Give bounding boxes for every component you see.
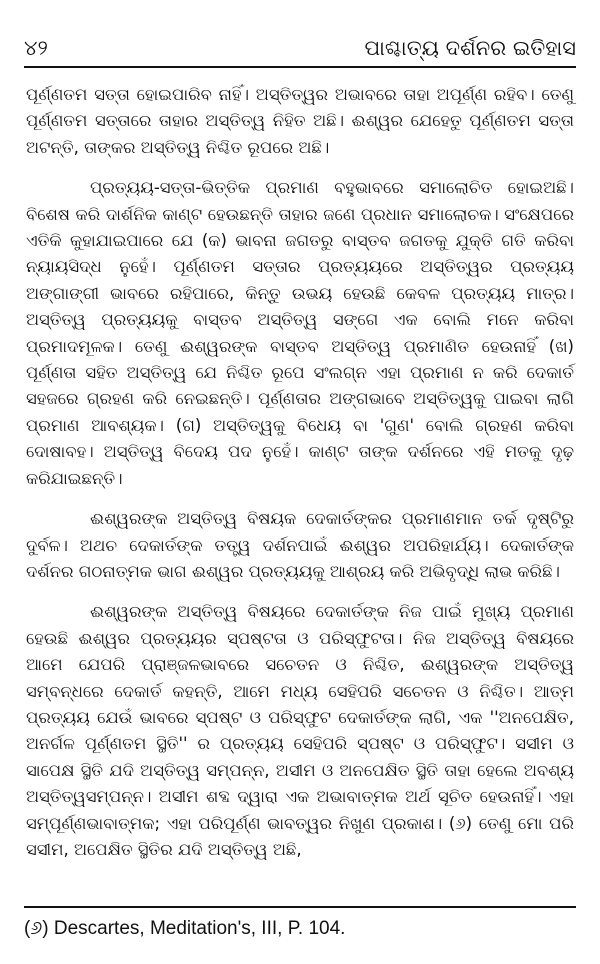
footnote-divider (24, 906, 576, 908)
paragraph-2: ପ୍ରତ୍ୟୟ-ସତ୍ତା-ଭିତ୍ତିକ ପ୍ରମାଣ ବହୁଭାବରେ ସମାଲୋଚିତ ହୋଇଅଛି। ବିଶେଷ କରି ଦାର୍ଶନିକ କାଣ୍ଟ ହେଉଛନ୍ତି ତାହାର ଜଣେ ପ୍ରଧାନ ସମାଲୋଚକ। ସଂକ୍ଷେପରେ ଏତିକି କୁହାଯାଇପାରେ ଯେ (କ) ଭାବନା ଜଗତରୁ ବାସ୍ତବ ଜଗତକୁ ଯୁକ୍ତି ଗତି କରିବା ନ୍ୟାୟସିଦ୍ଧ ନୁହେଁ। ପୂର୍ଣ୍ଣତମ ସତ୍ତାର ପ୍ରତ୍ୟୟରେ ଅସ୍ତିତ୍ୱର ପ୍ରତ୍ୟୟ ଅଙ୍ଗାଙ୍ଗୀ ଭାବରେ ରହିପାରେ, କିନ୍ତୁ ଉଭୟ ହେଉଛି କେବଳ ପ୍ରତ୍ୟୟ ମାତ୍ର। ଅସ୍ତିତ୍ୱ ପ୍ରତ୍ୟୟକୁ ବାସ୍ତବ ଅସ୍ତିତ୍ୱ ସଙ୍ଗେ ଏକ ବୋଲି ମନେ କରିବା ପ୍ରମାଦମୂଳକ। ତେଣୁ ଈଶ୍ୱରଙ୍କ ବାସ୍ତବ ଅସ୍ତିତ୍ୱ ପ୍ରମାଣିତ ହେଉନାହିଁ (ଖ) ପୂର୍ଣ୍ଣତା ସହିତ ଅସ୍ତିତ୍ୱ ଯେ ନିଶ୍ଚିତ ରୂପେ ସଂଲଗ୍ନ ଏହା ପ୍ରମାଣ ନ କରି ଦେକାର୍ତ ସହଜରେ ଗ୍ରହଣ କରି ନେଇଛନ୍ତି। ପୂର୍ଣ୍ଣତାର ଅଙ୍ଗଭାବେ ଅସ୍ତିତ୍ୱକୁ ପାଇବା ଲାଗି ପ୍ରମାଣ ଆବଶ୍ୟକ। (ଗ) ଅସ୍ତିତ୍ୱକୁ ବିଧେୟ ବା 'ଗୁଣ' ବୋଲି ଗ୍ରହଣ କରିବା ଦୋଷାବହ। ଅସ୍ତିତ୍ୱ ବିଦେୟ ପଦ ନୁହେଁ। କାଣ୍ଟ ତାଙ୍କ ଦର୍ଶନରେ ଏହି ମତକୁ ଦୃଢ଼ କରିଯାଇଛନ୍ତି। (26, 178, 574, 488)
page-number: ୪୨ (24, 36, 48, 60)
page-header (24, 28, 576, 62)
body-text (26, 82, 574, 877)
header-divider (24, 66, 576, 68)
paragraph-3: ଈଶ୍ୱରଙ୍କ ଅସ୍ତିତ୍ୱ ବିଷୟକ ଦେକାର୍ତଙ୍କର ପ୍ରମାଣମାନ ତର୍କ ଦୃଷ୍ଟିରୁ ଦୁର୍ବଳ। ଅଥଚ ଦେକାର୍ତଙ୍କ ତତ୍ତ୍ୱ ଦର୍ଶନପାଇଁ ଈଶ୍ୱର ଅପରିହାର୍ଯ୍ୟ। ଦେକାର୍ତଙ୍କ ଦର୍ଶନର ଗଠନାତ୍ମକ ଭାଗ ଈଶ୍ୱର ପ୍ରତ୍ୟୟକୁ ଆଶ୍ରୟ କରି ଅଭିବୃଦ୍ଧି ଲାଭ କରିଛି। (26, 509, 574, 581)
paragraph-4: ଈଶ୍ୱରଙ୍କ ଅସ୍ତିତ୍ୱ ବିଷୟରେ ଦେକାର୍ତଙ୍କ ନିଜ ପାଇଁ ମୁଖ୍ୟ ପ୍ରମାଣ ହେଉଛି ଈଶ୍ୱର ପ୍ରତ୍ୟୟର ସ୍ପଷ୍ଟତା ଓ ପରିସ୍ଫୁଟତା। ନିଜ ଅସ୍ତିତ୍ୱ ବିଷୟରେ ଆମେ ଯେପରି ପ୍ରାଞ୍ଜଳଭାବରେ ସଚେତନ ଓ ନିଶ୍ଚିତ, ଈଶ୍ୱରଙ୍କ ଅସ୍ତିତ୍ୱ ସମ୍ବନ୍ଧରେ ଦେକାର୍ତ କହନ୍ତି, ଆମେ ମଧ୍ୟ ସେହିପରି ସଚେତନ ଓ ନିଶ୍ଚିତ। ଆତ୍ମ ପ୍ରତ୍ୟୟ ଯେଉଁ ଭାବରେ ସ୍ପଷ୍ଟ ଓ ପରିସ୍ଫୁଟ ଦେକାର୍ତଙ୍କ ଲାଗି, ଏକ ''ଅନପେକ୍ଷିତ, ଅନର୍ଗଳ ପୂର୍ଣ୍ଣତମ ସ୍ଥିତି'' ର ପ୍ରତ୍ୟୟ ସେହିପରି ସ୍ପଷ୍ଟ ଓ ପରିସ୍ଫୁଟ। ସସୀମ ଓ ସାପେକ୍ଷ ସ୍ଥିତି ଯଦି ଅସ୍ତିତ୍ୱ ସମ୍ପନ୍ନ, ଅସୀମ ଓ ଅନପେକ୍ଷିତ ସ୍ଥିତି ତାହା ହେଲେ ଅବଶ୍ୟ ଅସ୍ତିତ୍ୱସମ୍ପନ୍ନ। ଅସୀମ ଶବ୍ଦ ଦ୍ୱାରା ଏକ ଅଭାବାତ୍ମକ ଅର୍ଥ ସୂଚିତ ହେଉନାହିଁ। ଏହା ସମ୍ପୂର୍ଣ୍ଣଭାବାତ୍ମକ; ଏହା ପରିପୂର୍ଣ୍ଣ ଭାବତ୍ୱର ନିଖୁଣ ପ୍ରକାଶ। (୬) ତେଣୁ ମୋ ପରି ସସୀମ, ଅପେକ୍ଷିତ ସ୍ଥିତିର ଯଦି ଅସ୍ତିତ୍ୱ ଅଛି, (26, 602, 574, 859)
running-title: ପାଶ୍ଚାତ୍ୟ ଦର୍ଶନର ଇତିହାସ (364, 36, 576, 60)
paragraph-1: ପୂର୍ଣ୍ଣତମ ସତ୍ତା ହୋଇପାରିବ ନାହିଁ। ଅସ୍ତିତ୍ୱର ଅଭାବରେ ତାହା ଅପୂର୍ଣ୍ଣ ରହିବ। ତେଣୁ ପୂର୍ଣ୍ଣତମ ସତ୍ତାରେ ତାହାର ଅସ୍ତିତ୍ୱ ନିହିତ ଅଛି। ଈଶ୍ୱର ଯେହେତୁ ପୂର୍ଣ୍ଣତମ ସତ୍ତା ଅଟନ୍ତି, ତାଙ୍କର ଅସ୍ତିତ୍ୱ ନିଶ୍ଚିତ ରୂପରେ ଅଛି। (26, 85, 574, 157)
footnote: (୬) Descartes, Meditation's, III, P. 104. (24, 918, 346, 939)
